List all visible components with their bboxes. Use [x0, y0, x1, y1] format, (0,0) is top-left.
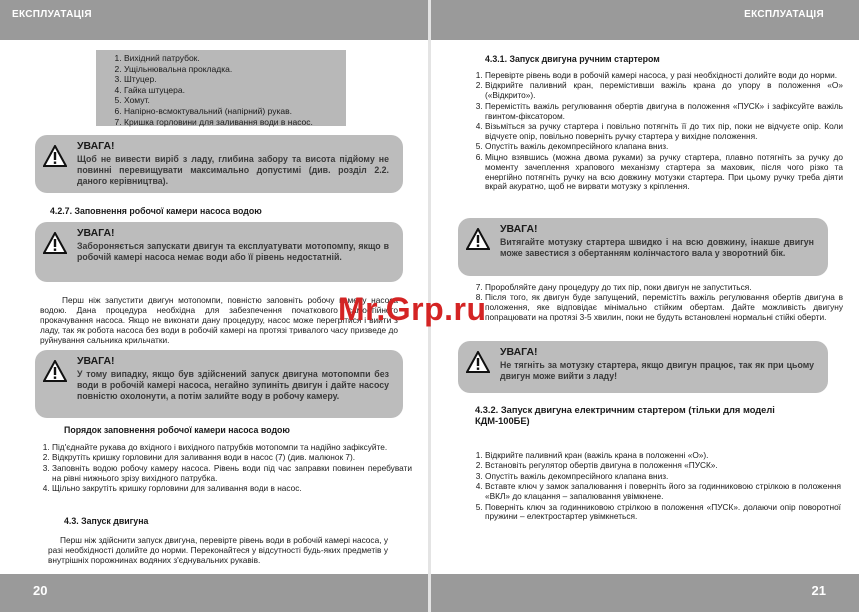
paragraph: Перш ніж здійснити запуск двигуна, перевірте рівень води в робочій камері насоса, у разі необхідності долийте до норми. Переконайтеся у відсутності будь-яких предметів у внутрішніх порожнинах водяних з'єднувальних рукавів.	[48, 535, 388, 565]
list-item: 3. Штуцер.	[124, 74, 346, 85]
page-number: 20	[33, 583, 48, 598]
list-item: 4. Щільно закрутіть кришку горловини для заливання води в насос.	[52, 484, 412, 494]
page-number: 21	[811, 583, 826, 598]
list-item: 1. Вихідний патрубок.	[124, 53, 346, 64]
warning-text: Забороняється запускати двигун та експлуатувати мотопомпу, якщо в робочій камері насоса немає води або її рівень недостатній.	[77, 241, 389, 262]
page-header	[0, 0, 428, 40]
warning-box	[458, 218, 828, 276]
warning-box	[458, 341, 828, 393]
list-item: 6. Міцно взявшись (можна двома руками) за ручку стартера, плавно потягніть за ручку до моменту зачеплення храпового механізму стартера за маховик, після чого різко та енергійно потягніть ручку на всю довжину мотузки стартера. При цьому ручку треба діяти вкрай акуратно, щоб не вирвати мотузку з кріплення.	[485, 153, 843, 193]
list-item: 1. Відкрийте паливний кран (важіль крана в положенні «О»).	[485, 451, 841, 461]
warning-title: УВАГА!	[500, 223, 538, 235]
warning-text: Щоб не вивести виріб з ладу, глибина забору та висота підйому не повинні перевищувати максимально допустимі (див. розділ 2.2. даного керівництва).	[77, 154, 389, 186]
section-heading: 4.3.2. Запуск двигуна електричним стартером (тільки для моделі КДМ-100БЕ)	[475, 405, 775, 426]
warning-icon	[466, 351, 490, 373]
warning-title: УВАГА!	[77, 227, 115, 239]
list-item: 1. Перевірте рівень води в робочій камері насоса, у разі необхідності долийте води до норми.	[485, 71, 843, 81]
list-item: 2. Встановіть регулятор обертів двигуна в положення «ПУСК».	[485, 461, 841, 471]
list-item: 3. Перемістіть важіль регулювання обертів двигуна в положення «ПУСК» і зафіксуйте важіль гвинтом-фіксатором.	[485, 102, 843, 122]
page-footer	[431, 574, 859, 612]
page-header	[431, 0, 859, 40]
warning-title: УВАГА!	[500, 346, 538, 358]
section-heading: Порядок заповнення робочої камери насоса водою	[64, 425, 290, 435]
section-heading: 4.2.7. Заповнення робочої камери насоса водою	[50, 206, 262, 216]
list-item: 5. Поверніть ключ за годинниковою стрілкою в положення «ПУСК». долаючи опір поворотної пружини – електростартер увімкнеться.	[485, 503, 841, 523]
parts-list	[96, 50, 346, 127]
list-item: 8. Після того, як двигун буде запущений, перемістіть важіль регулювання обертів двигуна в положення, яке відповідає мінімально стійким обертам. Дайте можливість двигуну попрацювати на протязі 3-5 хвилин, поки не будуть встановлені нормальні стійкі оберти.	[485, 293, 843, 323]
list-item: 7. Проробляйте дану процедуру до тих пір, поки двигун не запуститься.	[485, 283, 843, 293]
list-item: 2. Ущільнювальна прокладка.	[124, 64, 346, 75]
warning-icon	[466, 228, 490, 250]
warning-box	[35, 222, 403, 282]
warning-icon	[43, 360, 67, 382]
list-item: 3. Опустіть важіль декомпресійного клапана вниз.	[485, 472, 841, 482]
section-heading: 4.3. Запуск двигуна	[64, 516, 149, 526]
list-item: 5. Хомут.	[124, 95, 346, 106]
manual-start-steps	[461, 71, 843, 193]
parts-list-box	[96, 50, 346, 126]
list-item: 4. Візьміться за ручку стартера і повільно потягніть її до тих пір, поки не відчуєте опір. Коли відчуєте опір, повільно поверніть ручку стартера у вихідне положення.	[485, 122, 843, 142]
section-heading: 4.3.1. Запуск двигуна ручним стартером	[485, 54, 660, 64]
list-item: 4. Вставте ключ у замок запалювання і поверніть його за годинниковою стрілкою в положення «ВКЛ» до клацання – запалювання увімкнене.	[485, 482, 841, 502]
header-title: ЕКСПЛУАТАЦІЯ	[744, 9, 824, 20]
fill-steps-list	[28, 443, 412, 495]
warning-title: УВАГА!	[77, 355, 115, 367]
warning-icon	[43, 232, 67, 254]
warning-text: Витягайте мотузку стартера швидко і на всю довжину, інакше двигун може завестися з обертанням колінчастого вала у зворотний бік.	[500, 237, 814, 258]
paragraph: Перш ніж запустити двигун мотопомпи, повністю заповніть робочу камеру насоса водою. Дана процедура необхідна для забезпечення початкового самостійного прокачування насоса. Якщо не виконати дану процедуру, насос може перегрітися і вийти з ладу, так як робота насоса без води в робочій камері на протязі тривалого часу призведе до руйнування сальника крильчатки.	[40, 295, 398, 345]
warning-title: УВАГА!	[77, 140, 115, 152]
page-right	[431, 0, 859, 612]
list-item: 6. Напірно-всмоктувальний (напірний) рукав.	[124, 106, 346, 117]
list-item: 2. Відкрутіть кришку горловини для заливання води в насос (7) (див. малюнок 7).	[52, 453, 412, 463]
warning-icon	[43, 145, 67, 167]
manual-start-steps-cont	[461, 283, 843, 324]
warning-text: Не тягніть за мотузку стартера, якщо двигун працює, так як при цьому двигун може вийти з ладу!	[500, 360, 814, 381]
warning-box	[35, 135, 403, 193]
electric-start-steps	[461, 451, 841, 523]
list-item: 2. Відкрийте паливний кран, перемістивши важіль крана до упору в положення «О» («Відкрито»).	[485, 81, 843, 101]
watermark: Mr.Grp.ru	[338, 291, 487, 327]
list-item: 7. Кришка горловини для заливання води в насос.	[124, 117, 346, 128]
list-item: 3. Заповніть водою робочу камеру насоса. Рівень води під час заправки повинен перебувати на рівні нижнього зрізу вихідного патрубка.	[52, 464, 412, 484]
list-item: 5. Опустіть важіль декомпресійного клапана вниз.	[485, 142, 843, 152]
list-item: 1. Під'єднайте рукава до вхідного і вихідного патрубків мотопомпи та надійно зафіксуйте.	[52, 443, 412, 453]
warning-box	[35, 350, 403, 418]
header-title: ЕКСПЛУАТАЦІЯ	[12, 9, 92, 20]
page-footer	[0, 574, 428, 612]
warning-text: У тому випадку, якщо був здійснений запуск двигуна мотопомпи без води в робочій камері насоса, негайно зупиніть двигун і дайте насосу повністю охолонути, а потім залийте воду в робочу камеру.	[77, 369, 389, 401]
list-item: 4. Гайка штуцера.	[124, 85, 346, 96]
